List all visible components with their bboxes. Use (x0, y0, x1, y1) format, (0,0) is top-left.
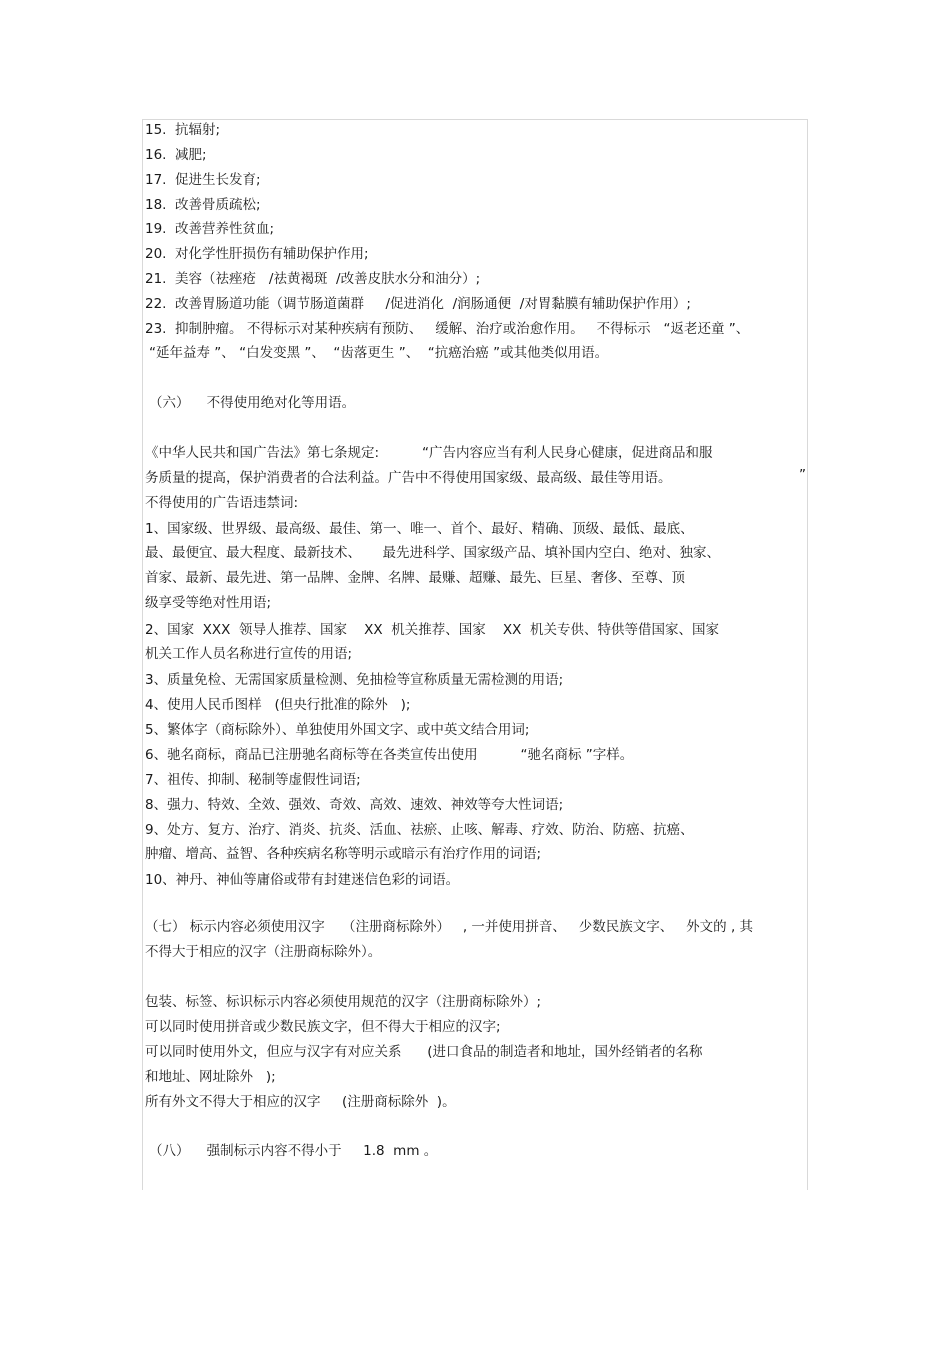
list-item-22: 22. 改善胃肠道功能（调节肠道菌群 /促进消化 /润肠通便 /对胃黏膜有辅助保护作用）; (145, 296, 691, 312)
section-heading-8: （八） 强制标示内容不得小于 1.8 mm 。 (149, 1143, 438, 1159)
list-item-20: 20. 对化学性肝损伤有辅助保护作用; (145, 246, 369, 262)
list-item: 4、使用人民币图样 (但央行批准的除外 ); (145, 697, 411, 713)
section-heading-7: （七） 标示内容必须使用汉字 （注册商标除外） , 一并使用拼音、 少数民族文字、 外文的 , 其 (145, 919, 754, 935)
list-item-18: 18. 改善骨质疏松; (145, 197, 261, 213)
list-item: 2、国家 XXX 领导人推荐、国家 XX 机关推荐、国家 XX 机关专供、特供等借国家、国家 (145, 622, 719, 638)
paragraph-line: 《中华人民共和国广告法》第七条规定: “广告内容应当有利人民身心健康，促进商品和服 (145, 445, 713, 461)
list-item-line: 机关工作人员名称进行宣传的用语; (145, 646, 353, 662)
list-item-23: 23. 抑制肿瘤。 不得标示对某种疾病有预防、 缓解、治疗或治愈作用。 不得标示 “返老还童 ”、 (145, 321, 750, 337)
list-item-line: 级享受等绝对性用语; (145, 595, 272, 611)
list-item-19: 19. 改善营养性贫血; (145, 221, 275, 237)
section-heading-6: （六） 不得使用绝对化等用语。 (149, 395, 356, 411)
list-item-15: 15. 抗辐射; (145, 122, 221, 138)
paragraph-line: 所有外文不得大于相应的汉字 (注册商标除外 )。 (145, 1094, 456, 1110)
list-item: 6、驰名商标，商品已注册驰名商标等在各类宣传出使用 “驰名商标 ”字样。 (145, 747, 634, 763)
list-item-line: 最、最便宜、最大程度、最新技术、 最先进科学、国家级产品、填补国内空白、绝对、独家、 (145, 545, 720, 561)
list-item: 5、繁体字（商标除外）、单独使用外国文字、或中英文结合用词; (145, 722, 530, 738)
paragraph-line: 务质量的提高，保护消费者的合法利益。广告中不得使用国家级、最高级、最佳等用语。 (145, 470, 672, 486)
list-item-21: 21. 美容（祛痤疮 /祛黄褐斑 /改善皮肤水分和油分）; (145, 271, 481, 287)
paragraph-line: 包装、标签、标识标示内容必须使用规范的汉字（注册商标除外）; (145, 994, 542, 1010)
list-item: 10、神丹、神仙等庸俗或带有封建迷信色彩的词语。 (145, 872, 460, 888)
paragraph-line: 可以同时使用拼音或少数民族文字，但不得大于相应的汉字; (145, 1019, 501, 1035)
list-item: 1、国家级、世界级、最高级、最佳、第一、唯一、首个、最好、精确、顶级、最低、最底、 (145, 521, 694, 537)
paragraph-line: 和地址、网址除外 ); (145, 1069, 276, 1085)
list-item: 8、强力、特效、全效、强效、奇效、高效、速效、神效等夸大性词语; (145, 797, 564, 813)
list-item-17: 17. 促进生长发育; (145, 172, 261, 188)
paragraph-line: 不得使用的广告语违禁词: (145, 495, 299, 511)
list-item-16: 16. 减肥; (145, 147, 207, 163)
list-item: 9、处方、复方、治疗、消炎、抗炎、活血、祛瘀、止咳、解毒、疗效、防治、防癌、抗癌、 (145, 822, 694, 838)
section-heading-7-continued: 不得大于相应的汉字（注册商标除外）。 (145, 944, 382, 960)
closing-quote: ” (799, 467, 806, 483)
list-item-line: 首家、最新、最先进、第一品牌、金牌、名牌、最赚、超赚、最先、巨星、奢侈、至尊、顶 (145, 570, 685, 586)
list-item: 7、祖传、抑制、秘制等虚假性词语; (145, 772, 361, 788)
list-item-line: 肿瘤、增高、益智、各种疾病名称等明示或暗示有治疗作用的词语; (145, 846, 542, 862)
list-item-23-continued: “延年益寿 ”、 “白发变黑 ”、 “齿落更生 ”、 “抗癌治癌 ”或其他类似用语。 (149, 345, 609, 361)
list-item: 3、质量免检、无需国家质量检测、免抽检等宣称质量无需检测的用语; (145, 672, 564, 688)
paragraph-line: 可以同时使用外文，但应与汉字有对应关系 (进口食品的制造者和地址，国外经销者的名称 (145, 1044, 703, 1060)
